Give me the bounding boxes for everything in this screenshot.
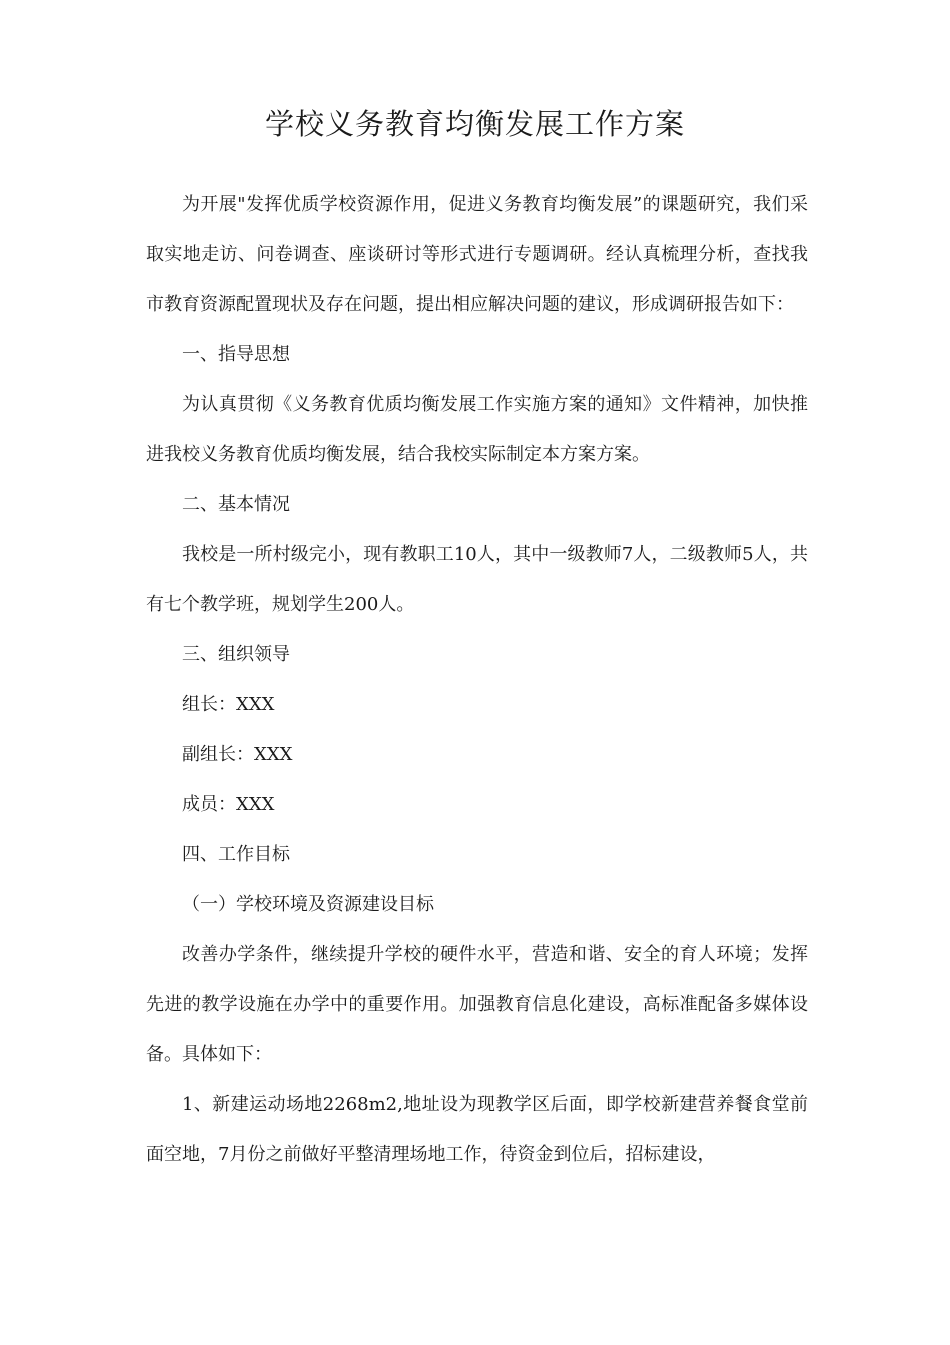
leader-line: 组长：XXX (182, 694, 275, 715)
document-body (146, 180, 808, 1180)
section-heading-guiding-thought: 一、指导思想 (182, 344, 290, 365)
guiding-thought-paragraph: 为认真贯彻《义务教育优质均衡发展工作实施方案的通知》文件精神，加快推进我校义务教育优质均衡发展，结合我校实际制定本方案方案。 (146, 394, 808, 465)
section-heading-basic-situation: 二、基本情况 (182, 494, 290, 515)
item-1-paragraph: 1、新建运动场地2268m2,地址设为现教学区后面，即学校新建营养餐食堂前面空地，7月份之前做好平整清理场地工作，待资金到位后，招标建设， (146, 1094, 808, 1165)
intro-paragraph: 为开展"发挥优质学校资源作用，促进义务教育均衡发展”的课题研究，我们采取实地走访、问卷调查、座谈研讨等形式进行专题调研。经认真梳理分析，查找我市教育资源配置现状及存在问题，提出相应解决问题的建议，形成调研报告如下： (146, 194, 808, 315)
document-title: 学校义务教育均衡发展工作方案 (264, 107, 685, 141)
basic-situation-paragraph: 我校是一所村级完小，现有教职工10人，其中一级教师7人，二级教师5人，共有七个教学班，规划学生200人。 (146, 544, 808, 615)
section-heading-organization: 三、组织领导 (182, 644, 290, 665)
subsection-heading-environment: （一）学校环境及资源建设目标 (182, 894, 434, 915)
section-heading-goals: 四、工作目标 (182, 844, 290, 865)
members-line: 成员：XXX (182, 794, 275, 815)
deputy-leader-line: 副组长：XXX (182, 744, 293, 765)
environment-goals-paragraph: 改善办学条件，继续提升学校的硬件水平，营造和谐、安全的育人环境；发挥先进的教学设施在办学中的重要作用。加强教育信息化建设，高标准配备多媒体设备。具体如下： (146, 944, 808, 1065)
